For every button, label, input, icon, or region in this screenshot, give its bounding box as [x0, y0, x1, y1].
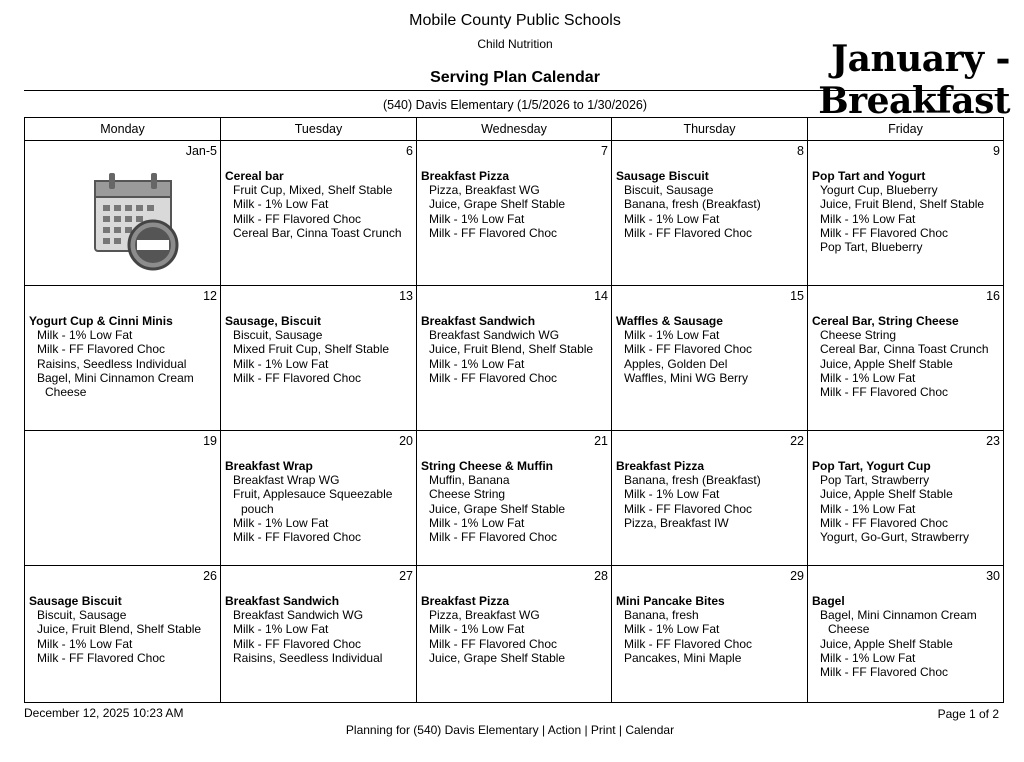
calendar-day-cell	[221, 431, 417, 566]
menu-item: Yogurt, Go-Gurt, Strawberry	[820, 530, 969, 545]
menu-item: Breakfast Wrap WG	[233, 473, 340, 488]
calendar-day-cell	[25, 566, 221, 702]
menu-item: Raisins, Seedless Individual	[233, 650, 383, 665]
calendar-day-cell	[612, 286, 808, 431]
menu-item: Milk - 1% Low Fat	[233, 622, 329, 637]
menu-item: Pop Tart, Blueberry	[820, 240, 923, 255]
menu-item: Milk - FF Flavored Choc	[429, 225, 558, 240]
menu-item: Milk - FF Flavored Choc	[820, 515, 949, 530]
calendar-day-cell	[417, 566, 612, 702]
menu-item: Milk - FF Flavored Choc	[820, 385, 949, 400]
menu-item: Milk - FF Flavored Choc	[429, 636, 558, 651]
day-header-wednesday: Wednesday	[417, 118, 612, 141]
menu-item: Milk - 1% Low Fat	[624, 487, 720, 502]
menu-item: Milk - FF Flavored Choc	[624, 342, 753, 357]
menu-item: Bagel, Mini Cinnamon Cream	[820, 608, 977, 623]
day-header-friday: Friday	[808, 118, 1003, 141]
menu-list	[812, 314, 1001, 399]
calendar-day-cell	[221, 286, 417, 431]
day-header-tuesday: Tuesday	[221, 118, 417, 141]
menu-item: Milk - 1% Low Fat	[429, 515, 525, 530]
menu-item: Juice, Grape Shelf Stable	[429, 501, 566, 516]
menu-item: Milk - 1% Low Fat	[429, 622, 525, 637]
menu-item: Milk - FF Flavored Choc	[820, 665, 949, 680]
menu-item: Breakfast Sandwich WG	[233, 608, 364, 623]
menu-item: Milk - FF Flavored Choc	[624, 636, 753, 651]
calendar-day-cell	[25, 431, 221, 566]
menu-item: Biscuit, Sausage	[624, 183, 714, 198]
menu-item: Apples, Golden Del	[624, 356, 728, 371]
menu-item: Milk - 1% Low Fat	[233, 515, 329, 530]
menu-item: Milk - 1% Low Fat	[624, 328, 720, 343]
menu-item: Milk - FF Flavored Choc	[233, 370, 362, 385]
day-number: 30	[986, 569, 1000, 583]
day-number: 21	[594, 434, 608, 448]
menu-item: Milk - 1% Low Fat	[429, 211, 525, 226]
menu-item: Pizza, Breakfast IW	[624, 515, 729, 530]
calendar-day-cell	[417, 141, 612, 286]
menu-item: Milk - FF Flavored Choc	[624, 225, 753, 240]
day-number: 27	[399, 569, 413, 583]
menu-item: Milk - 1% Low Fat	[37, 636, 133, 651]
menu-title: Breakfast Pizza	[616, 459, 705, 473]
menu-item: Mixed Fruit Cup, Shelf Stable	[233, 342, 390, 357]
day-number: 22	[790, 434, 804, 448]
menu-item: Pop Tart, Strawberry	[820, 473, 930, 488]
plan-title: Serving Plan Calendar	[430, 69, 600, 86]
menu-item: Milk - 1% Low Fat	[820, 370, 916, 385]
menu-item: Milk - 1% Low Fat	[429, 356, 525, 371]
menu-item: Milk - FF Flavored Choc	[233, 530, 362, 545]
calendar-day-cell	[808, 286, 1003, 431]
calendar-day-cell	[221, 141, 417, 286]
day-number: 23	[986, 434, 1000, 448]
header-divider	[24, 90, 1002, 91]
menu-item: Milk - FF Flavored Choc	[820, 225, 949, 240]
menu-item: Fruit Cup, Mixed, Shelf Stable	[233, 183, 393, 198]
menu-list	[421, 459, 609, 544]
menu-list	[812, 459, 1001, 544]
menu-list	[421, 169, 609, 240]
calendar-day-cell	[417, 286, 612, 431]
menu-item: Juice, Apple Shelf Stable	[820, 487, 953, 502]
calendar-grid	[24, 117, 1004, 703]
menu-item: Milk - FF Flavored Choc	[429, 370, 558, 385]
menu-list	[616, 459, 805, 530]
day-number: 7	[601, 144, 608, 158]
menu-title: Mini Pancake Bites	[616, 594, 725, 608]
menu-list	[225, 459, 414, 544]
menu-item: Pizza, Breakfast WG	[429, 608, 540, 623]
menu-title: String Cheese & Muffin	[421, 459, 554, 473]
school-date-range: (540) Davis Elementary (1/5/2026 to 1/30/2026)	[382, 98, 648, 112]
menu-item: Juice, Apple Shelf Stable	[820, 636, 953, 651]
menu-item: Milk - FF Flavored Choc	[37, 650, 166, 665]
menu-item: Juice, Grape Shelf Stable	[429, 650, 566, 665]
calendar-day-cell	[808, 566, 1003, 702]
menu-list	[616, 169, 805, 240]
day-number: 20	[399, 434, 413, 448]
menu-title: Sausage, Biscuit	[225, 314, 322, 328]
menu-item: Pancakes, Mini Maple	[624, 650, 742, 665]
menu-title: Breakfast Sandwich	[421, 314, 536, 328]
day-number: 8	[797, 144, 804, 158]
day-number: 9	[993, 144, 1000, 158]
menu-title: Waffles & Sausage	[616, 314, 723, 328]
menu-list	[812, 169, 1001, 254]
menu-item: pouch	[241, 501, 274, 516]
menu-title: Cereal bar	[225, 169, 284, 183]
menu-item: Juice, Grape Shelf Stable	[429, 197, 566, 212]
day-number: Jan-5	[185, 144, 217, 158]
menu-title: Breakfast Wrap	[225, 459, 313, 473]
menu-item: Muffin, Banana	[429, 473, 510, 488]
menu-title: Breakfast Pizza	[421, 594, 510, 608]
calendar-day-cell	[25, 286, 221, 431]
day-header-monday: Monday	[25, 118, 221, 141]
menu-item: Milk - 1% Low Fat	[820, 501, 916, 516]
calendar-day-cell	[808, 141, 1003, 286]
day-number: 29	[790, 569, 804, 583]
menu-list	[225, 169, 414, 240]
menu-list	[812, 594, 1001, 679]
menu-item: Milk - 1% Low Fat	[233, 356, 329, 371]
menu-item: Cheese String	[429, 487, 506, 502]
menu-item: Bagel, Mini Cinnamon Cream	[37, 370, 194, 385]
menu-item: Banana, fresh (Breakfast)	[624, 197, 761, 212]
menu-item: Pizza, Breakfast WG	[429, 183, 540, 198]
calendar-closed-icon	[87, 167, 187, 275]
page-number: Page 1 of 2	[937, 707, 999, 721]
day-number: 28	[594, 569, 608, 583]
day-header-thursday: Thursday	[612, 118, 808, 141]
menu-title: Cereal Bar, String Cheese	[812, 314, 959, 328]
menu-item: Milk - 1% Low Fat	[233, 197, 329, 212]
menu-item: Waffles, Mini WG Berry	[624, 370, 749, 385]
menu-title: Yogurt Cup & Cinni Minis	[29, 314, 173, 328]
month-title: January - Breakfast	[818, 38, 1010, 122]
calendar-day-cell	[612, 431, 808, 566]
footer-links: Planning for (540) Davis Elementary | Action | Print | Calendar	[345, 723, 675, 737]
menu-item: Biscuit, Sausage	[233, 328, 323, 343]
menu-item: Milk - FF Flavored Choc	[624, 501, 753, 516]
menu-item: Banana, fresh (Breakfast)	[624, 473, 761, 488]
day-number: 12	[203, 289, 217, 303]
menu-list	[225, 314, 414, 385]
menu-list	[421, 594, 609, 665]
calendar-day-cell	[417, 431, 612, 566]
day-number: 16	[986, 289, 1000, 303]
menu-item: Milk - 1% Low Fat	[37, 328, 133, 343]
menu-item: Juice, Fruit Blend, Shelf Stable	[820, 197, 985, 212]
menu-item: Milk - 1% Low Fat	[624, 211, 720, 226]
menu-item: Fruit, Applesauce Squeezable	[233, 487, 393, 502]
day-number: 26	[203, 569, 217, 583]
calendar-day-cell	[808, 431, 1003, 566]
menu-list	[225, 594, 414, 665]
menu-list	[29, 594, 218, 665]
menu-item: Cheese String	[820, 328, 897, 343]
menu-title: Breakfast Pizza	[421, 169, 510, 183]
calendar-day-cell	[612, 141, 808, 286]
organization-name: Mobile County Public Schools	[409, 12, 621, 29]
menu-item: Juice, Apple Shelf Stable	[820, 356, 953, 371]
menu-item: Cereal Bar, Cinna Toast Crunch	[233, 225, 402, 240]
menu-item: Milk - FF Flavored Choc	[37, 342, 166, 357]
menu-item: Yogurt Cup, Blueberry	[820, 183, 938, 198]
menu-item: Juice, Fruit Blend, Shelf Stable	[37, 622, 202, 637]
menu-list	[616, 314, 805, 385]
day-number: 19	[203, 434, 217, 448]
print-timestamp: December 12, 2025 10:23 AM	[24, 706, 184, 720]
department-name: Child Nutrition	[477, 37, 553, 51]
menu-list	[421, 314, 609, 385]
menu-item: Juice, Fruit Blend, Shelf Stable	[429, 342, 594, 357]
menu-item: Milk - 1% Low Fat	[820, 650, 916, 665]
menu-item: Milk - FF Flavored Choc	[233, 636, 362, 651]
day-number: 15	[790, 289, 804, 303]
menu-item: Cereal Bar, Cinna Toast Crunch	[820, 342, 989, 357]
day-number: 13	[399, 289, 413, 303]
calendar-day-cell	[25, 141, 221, 286]
calendar-day-cell	[221, 566, 417, 702]
day-number: 14	[594, 289, 608, 303]
menu-item: Milk - 1% Low Fat	[820, 211, 916, 226]
menu-title: Sausage Biscuit	[29, 594, 122, 608]
menu-title: Pop Tart, Yogurt Cup	[812, 459, 931, 473]
menu-item: Biscuit, Sausage	[37, 608, 127, 623]
menu-title: Bagel	[812, 594, 845, 608]
menu-item: Cheese	[828, 622, 870, 637]
menu-list	[29, 314, 218, 399]
menu-item: Raisins, Seedless Individual	[37, 356, 187, 371]
menu-title: Sausage Biscuit	[616, 169, 709, 183]
menu-title: Pop Tart and Yogurt	[812, 169, 926, 183]
menu-item: Banana, fresh	[624, 608, 699, 623]
day-number: 6	[406, 144, 413, 158]
menu-list	[616, 594, 805, 665]
menu-item: Cheese	[45, 385, 87, 400]
menu-item: Breakfast Sandwich WG	[429, 328, 560, 343]
menu-item: Milk - FF Flavored Choc	[429, 530, 558, 545]
menu-item: Milk - FF Flavored Choc	[233, 211, 362, 226]
menu-title: Breakfast Sandwich	[225, 594, 340, 608]
calendar-day-cell	[612, 566, 808, 702]
menu-item: Milk - 1% Low Fat	[624, 622, 720, 637]
